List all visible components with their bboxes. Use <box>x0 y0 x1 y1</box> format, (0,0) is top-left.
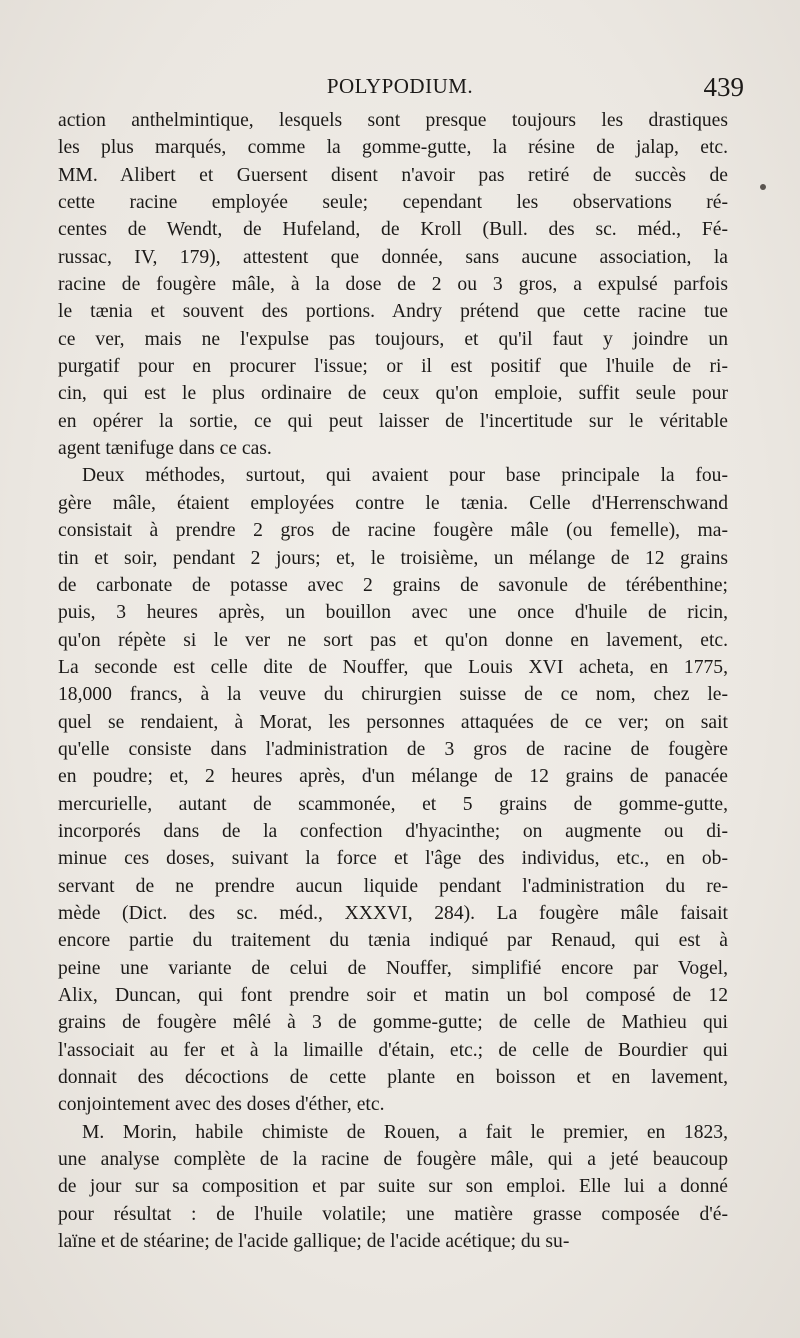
text-line: agent tænifuge dans ce cas. <box>58 438 272 460</box>
paragraph <box>58 1119 728 1256</box>
page-number: 439 <box>703 72 744 102</box>
text-line: en opérer la sortie, ce qui peut laisser de l'incertitude sur le véritable <box>58 410 728 432</box>
text-line: encore partie du traitement du tænia indiqué par Renaud, qui est à <box>58 930 728 952</box>
text-line: conjointement avec des doses d'éther, etc. <box>58 1094 385 1116</box>
paragraph <box>58 107 728 462</box>
text-line: l'associait au fer et à la limaille d'étain, etc.; de celle de Bourdier qui <box>58 1039 728 1061</box>
text-line: Deux méthodes, surtout, qui avaient pour base principale la fou- <box>82 465 728 487</box>
text-line: action anthelmintique, lesquels sont presque toujours les drastiques <box>58 110 728 131</box>
text-line: purgatif pour en procurer l'issue; or il est positif que l'huile de ri- <box>58 356 728 378</box>
text-line: gère mâle, étaient employées contre le tænia. Celle d'Herrenschwand <box>58 492 728 514</box>
text-line: en poudre; et, 2 heures après, d'un mélange de 12 grains de panacée <box>58 766 728 788</box>
text-line: ce ver, mais ne l'expulse pas toujours, et qu'il faut y joindre un <box>58 328 728 350</box>
text-line: La seconde est celle dite de Nouffer, que Louis XVI acheta, en 1775, <box>58 656 728 678</box>
text-line: russac, IV, 179), attestent que donnée, sans aucune association, la <box>58 246 728 268</box>
text-line: M. Morin, habile chimiste de Rouen, a fait le premier, en 1823, <box>82 1121 728 1143</box>
text-line: pour résultat : de l'huile volatile; une matière grasse composée d'é- <box>58 1203 728 1225</box>
text-line: peine une variante de celui de Nouffer, simplifié encore par Vogel, <box>58 957 728 979</box>
text-line: de jour sur sa composition et par suite sur son emploi. Elle lui a donné <box>58 1176 728 1198</box>
text-line: 18,000 francs, à la veuve du chirurgien suisse de ce nom, chez le- <box>58 684 728 706</box>
text-line: quel se rendaient, à Morat, les personnes attaquées de ce ver; on sait <box>58 711 728 733</box>
text-line: cette racine employée seule; cependant les observations ré- <box>58 192 728 214</box>
text-line: cin, qui est le plus ordinaire de ceux qu'on emploie, suffit seule pour <box>58 383 728 405</box>
text-line: centes de Wendt, de Hufeland, de Kroll (Bull. des sc. méd., Fé- <box>58 219 728 241</box>
text-line: puis, 3 heures après, un bouillon avec une once d'huile de ricin, <box>58 602 728 624</box>
text-line: MM. Alibert et Guersent disent n'avoir pas retiré de succès de <box>58 164 728 186</box>
text-line: une analyse complète de la racine de fougère mâle, qui a jeté beaucoup <box>58 1149 728 1171</box>
text-line: incorporés dans de la confection d'hyacinthe; on augmente ou di- <box>58 820 728 842</box>
text-line: tin et soir, pendant 2 jours; et, le troisième, un mélange de 12 grains <box>58 547 728 569</box>
body-text <box>58 107 728 1255</box>
text-line: laïne et de stéarine; de l'acide gallique; de l'acide acétique; du su- <box>58 1231 570 1253</box>
text-line: mercurielle, autant de scammonée, et 5 grains de gomme-gutte, <box>58 793 728 815</box>
text-line: Alix, Duncan, qui font prendre soir et matin un bol composé de 12 <box>58 985 728 1006</box>
text-line: mède (Dict. des sc. méd., XXXVI, 284). La fougère mâle faisait <box>58 902 728 924</box>
text-line: racine de fougère mâle, à la dose de 2 ou 3 gros, a expulsé parfois <box>58 274 728 296</box>
running-head <box>56 74 744 108</box>
text-line: consistait à prendre 2 gros de racine fougère mâle (ou femelle), ma- <box>58 520 728 542</box>
text-line: de carbonate de potasse avec 2 grains de savonule de térébenthine; <box>58 574 728 596</box>
text-line: grains de fougère mêlé à 3 de gomme-gutte; de celle de Mathieu qui <box>58 1012 728 1034</box>
paragraph <box>58 462 728 1118</box>
ink-speck <box>760 184 766 190</box>
text-line: donnait des décoctions de cette plante en boisson et en lavement, <box>58 1067 728 1089</box>
text-line: servant de ne prendre aucun liquide pendant l'administration du re- <box>58 875 728 897</box>
text-line: minue ces doses, suivant la force et l'âge des individus, etc., en ob- <box>58 848 728 870</box>
text-line: les plus marqués, comme la gomme-gutte, la résine de jalap, etc. <box>58 137 728 159</box>
text-line: qu'elle consiste dans l'administration de 3 gros de racine de fougère <box>58 738 728 760</box>
text-line: le tænia et souvent des portions. Andry prétend que cette racine tue <box>58 301 728 323</box>
running-title: POLYPODIUM. <box>326 74 474 98</box>
text-line: qu'on répète si le ver ne sort pas et qu'on donne en lavement, etc. <box>58 629 728 651</box>
